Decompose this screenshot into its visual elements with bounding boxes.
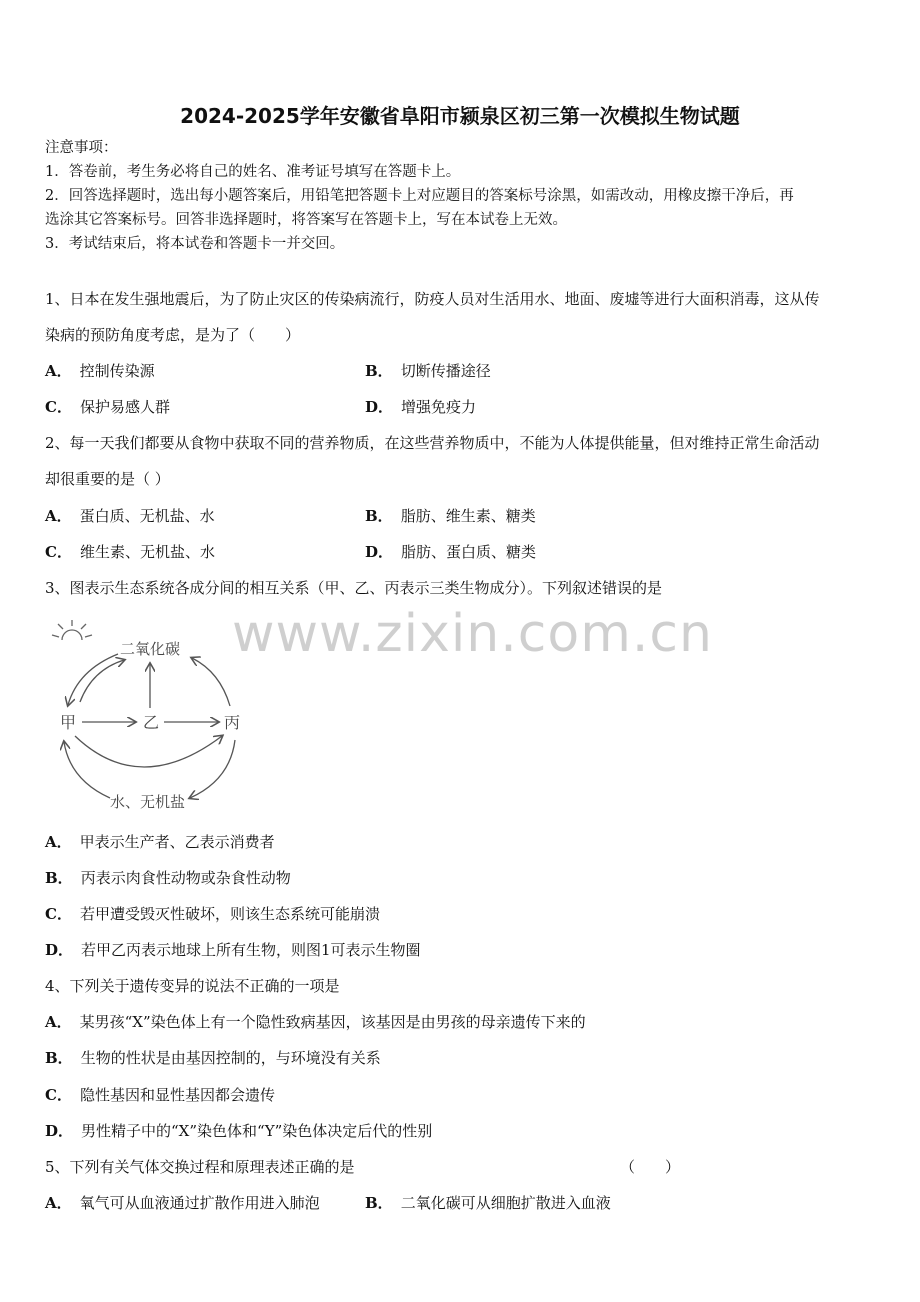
option-label: D． — [45, 941, 74, 959]
q2-option-d — [365, 542, 536, 562]
notes-line: 2．回答选择题时，选出每小题答案后，用铅笔把答题卡上对应题目的答案标号涂黑，如需改动，用橡皮擦干净后，再 — [45, 188, 794, 204]
question-4-stem: 4、下列关于遗传变异的说法不正确的一项是 — [45, 977, 340, 995]
option-label: B． — [365, 1194, 393, 1212]
option-text: 控制传染源 — [79, 362, 155, 380]
option-text: 氧气可从血液通过扩散作用进入肺泡 — [79, 1194, 320, 1212]
option-text: 二氧化碳可从细胞扩散进入血液 — [400, 1194, 611, 1212]
option-label: C． — [45, 398, 72, 416]
answer-paren: （ ） — [620, 1158, 681, 1176]
option-text: 蛋白质、无机盐、水 — [79, 507, 215, 525]
question-3-stem: 3、图表示生态系统各成分间的相互关系（甲、乙、丙表示三类生物成分）。下列叙述错误的是 — [45, 579, 663, 597]
option-label: D． — [365, 543, 394, 561]
diagram-label-bottom: 水、无机盐 — [110, 793, 186, 811]
q1-option-c — [45, 397, 170, 417]
option-label: A． — [45, 833, 72, 851]
option-text: 隐性基因和显性基因都会遗传 — [79, 1086, 275, 1104]
page-title: 2024-2025学年安徽省阜阳市颍泉区初三第一次模拟生物试题 — [180, 104, 740, 128]
diagram-label-right: 丙 — [224, 713, 241, 732]
option-text: 脂肪、维生素、糖类 — [400, 507, 536, 525]
option-text: 生物的性状是由基因控制的，与环境没有关系 — [80, 1049, 381, 1067]
option-text: 丙表示肉食性动物或杂食性动物 — [80, 869, 291, 887]
option-text: 维生素、无机盐、水 — [79, 543, 215, 561]
q1-option-d — [365, 397, 476, 417]
q1-option-b — [365, 361, 491, 381]
option-label: B． — [45, 869, 73, 887]
option-text: 若甲遭受毁灭性破坏，则该生态系统可能崩溃 — [79, 905, 380, 923]
option-label: B． — [365, 507, 393, 525]
question-1-stem: 1、日本在发生强地震后，为了防止灾区的传染病流行，防疫人员对生活用水、地面、废墟等进行大面积消毒，这从传 — [45, 290, 820, 308]
option-text: 切断传播途径 — [400, 362, 491, 380]
q2-option-c — [45, 542, 215, 562]
option-label: A． — [45, 1013, 72, 1031]
option-label: C． — [45, 1086, 72, 1104]
option-label: A． — [45, 1194, 72, 1212]
option-label: C． — [45, 905, 72, 923]
option-text: 若甲乙丙表示地球上所有生物，则图1可表示生物圈 — [81, 941, 421, 959]
q4-option-d — [45, 1121, 432, 1141]
question-5-stem: 5、下列有关气体交换过程和原理表述正确的是 — [45, 1158, 355, 1176]
option-label: D． — [365, 398, 394, 416]
option-label: D． — [45, 1122, 74, 1140]
diagram-label-top: 二氧化碳 — [120, 640, 181, 658]
option-text: 脂肪、蛋白质、糖类 — [401, 543, 537, 561]
option-label: C． — [45, 543, 72, 561]
option-label: B． — [45, 1049, 73, 1067]
q1-option-a — [45, 361, 155, 381]
notes-line: 3．考试结束后，将本试卷和答题卡一并交回。 — [45, 236, 345, 252]
q5-option-b — [365, 1193, 611, 1213]
q2-option-a — [45, 506, 215, 526]
ecosystem-diagram — [50, 610, 260, 815]
option-text: 增强免疫力 — [401, 398, 477, 416]
option-text: 某男孩“X”染色体上有一个隐性致病基因，该基因是由男孩的母亲遗传下来的 — [79, 1013, 586, 1031]
notes-heading: 注意事项： — [45, 140, 118, 156]
question-2-stem: 2、每一天我们都要从食物中获取不同的营养物质，在这些营养物质中，不能为人体提供能量，但对维持正常生命活动 — [45, 434, 820, 452]
q5-option-a — [45, 1193, 320, 1213]
question-2-stem: 却很重要的是（ ） — [45, 470, 170, 488]
diagram-label-middle: 乙 — [143, 713, 160, 732]
q3-option-d — [45, 940, 421, 960]
option-label: A． — [45, 362, 72, 380]
q3-option-a — [45, 832, 275, 852]
option-label: B． — [365, 362, 393, 380]
notes-line: 1．答卷前，考生务必将自己的姓名、准考证号填写在答题卡上。 — [45, 164, 461, 180]
sun-icon — [52, 620, 92, 640]
notes-line: 选涂其它答案标号。回答非选择题时，将答案写在答题卡上，写在本试卷上无效。 — [45, 212, 567, 228]
question-1-stem: 染病的预防角度考虑，是为了（ ） — [45, 326, 301, 344]
watermark: www.zixin.com.cn — [232, 604, 713, 664]
diagram-label-left: 甲 — [60, 713, 77, 732]
q4-option-b — [45, 1048, 381, 1068]
q2-option-b — [365, 506, 536, 526]
q3-option-b — [45, 868, 291, 888]
q4-option-c — [45, 1085, 275, 1105]
option-text: 甲表示生产者、乙表示消费者 — [79, 833, 275, 851]
q3-option-c — [45, 904, 380, 924]
option-label: A． — [45, 507, 72, 525]
option-text: 保护易感人群 — [79, 398, 170, 416]
option-text: 男性精子中的“X”染色体和“Y”染色体决定后代的性别 — [81, 1122, 433, 1140]
q4-option-a — [45, 1012, 586, 1032]
